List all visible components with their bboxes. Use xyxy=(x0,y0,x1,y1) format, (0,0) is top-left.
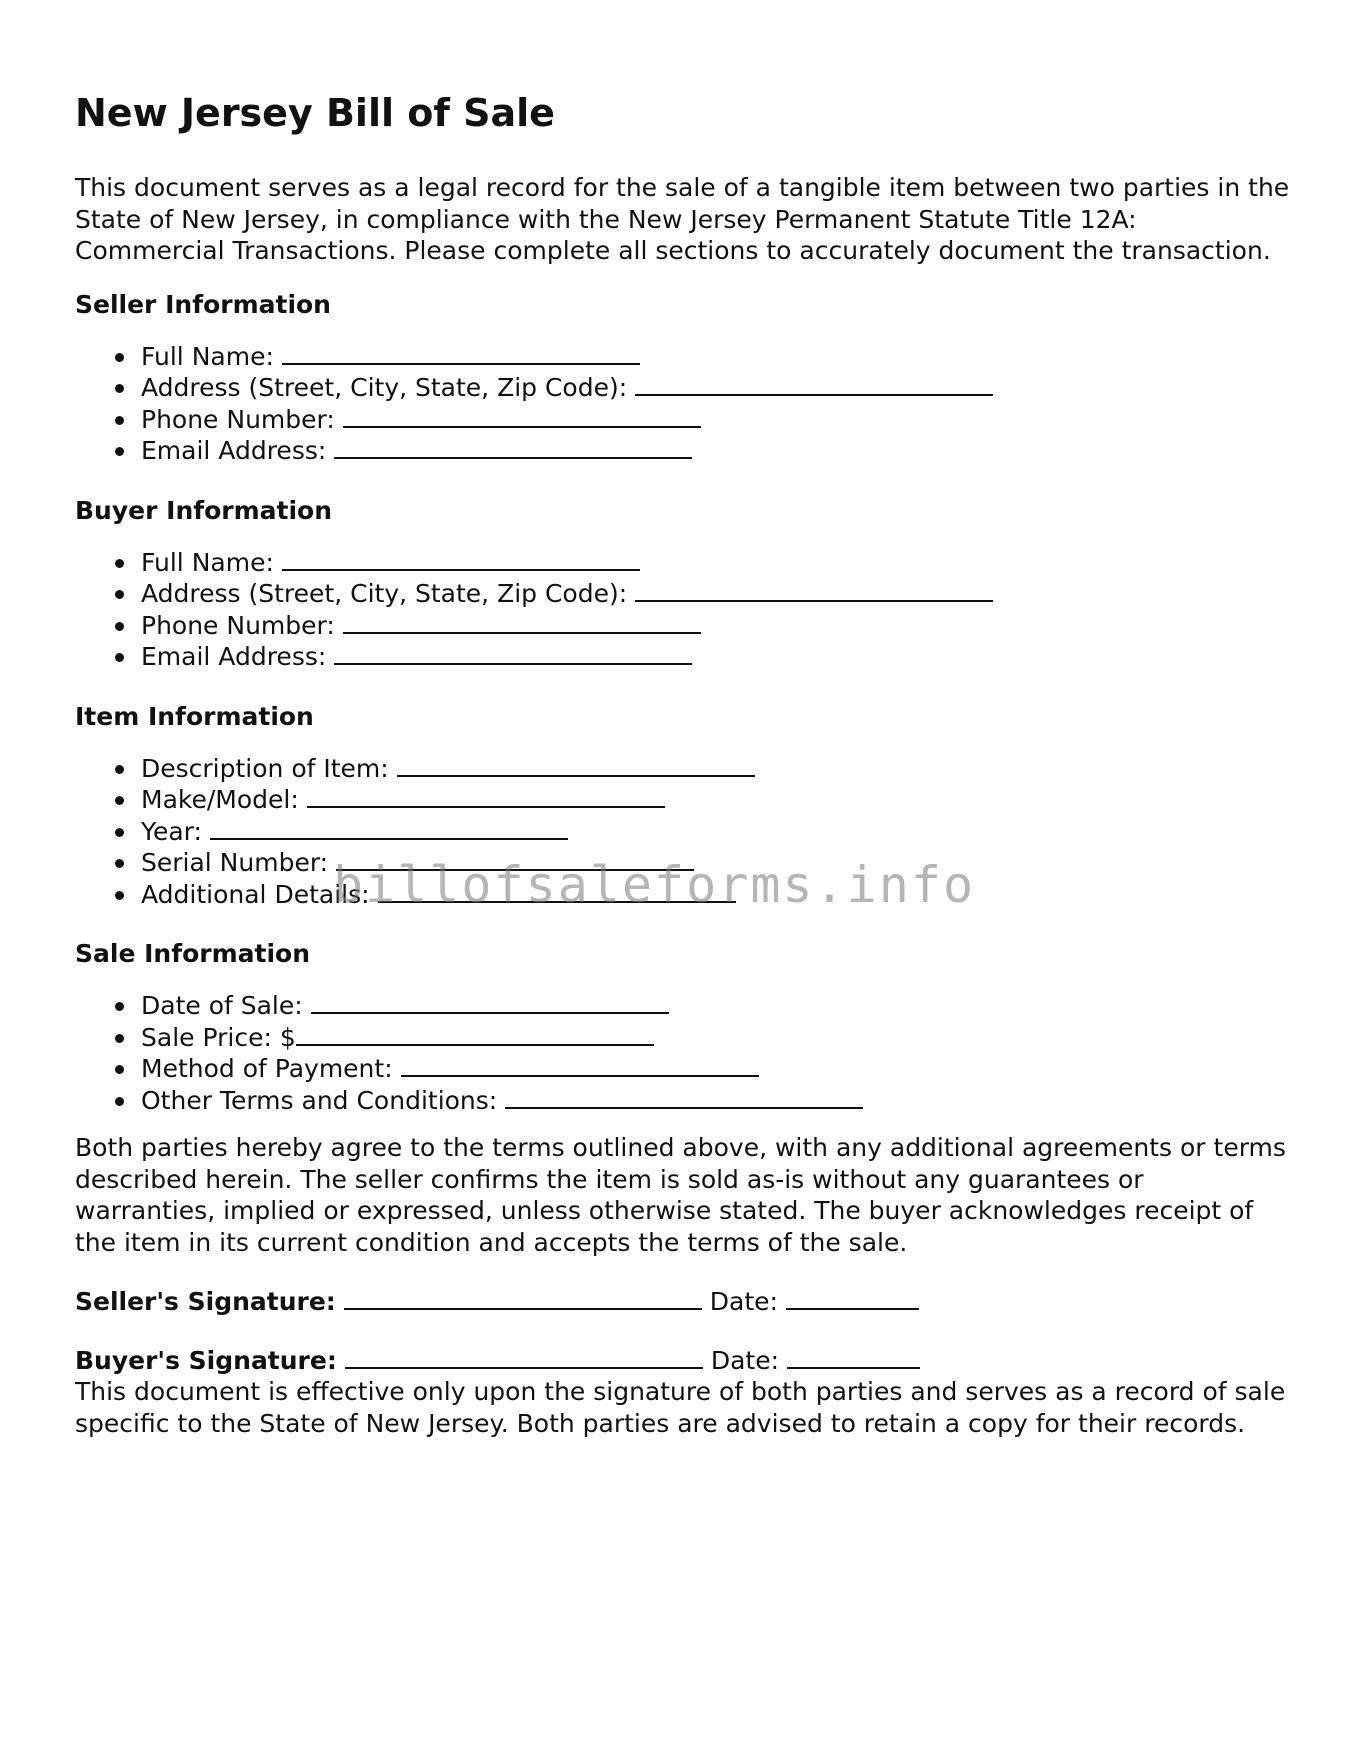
list-item xyxy=(141,1022,1290,1054)
list-item xyxy=(141,372,1290,404)
other-terms-field[interactable] xyxy=(505,1085,863,1109)
seller-date-field[interactable] xyxy=(786,1286,919,1310)
buyer-full-name-label: Full Name: xyxy=(141,547,274,577)
list-item xyxy=(141,1053,1290,1085)
buyer-address-label: Address (Street, City, State, Zip Code): xyxy=(141,579,628,608)
seller-email-label: Email Address: xyxy=(141,436,327,465)
item-year-label: Year: xyxy=(141,816,202,846)
item-section-heading: Item Information xyxy=(75,701,314,731)
list-item xyxy=(141,753,1290,785)
seller-phone-field[interactable] xyxy=(343,404,701,428)
seller-phone-label: Phone Number: xyxy=(141,404,335,434)
list-item xyxy=(141,784,1290,816)
item-fields-list xyxy=(75,753,1290,911)
buyer-email-field[interactable] xyxy=(334,641,692,665)
item-make-model-label: Make/Model: xyxy=(141,785,299,814)
agreement-paragraph: Both parties hereby agree to the terms outlined above, with any additional agreements or terms described herein. The seller confirms the item is sold as-is without any guarantees or warranties, implied or expressed, unless otherwise stated. The buyer acknowledges receipt of the item in its current condition and accepts the terms of the sale. xyxy=(75,1133,1286,1257)
buyer-signature-row xyxy=(75,1345,1290,1376)
list-item xyxy=(141,610,1290,642)
item-serial-field[interactable] xyxy=(336,847,694,871)
sale-fields-list xyxy=(75,990,1290,1116)
sale-price-label: Sale Price: $ xyxy=(141,1022,296,1052)
sale-date-label: Date of Sale: xyxy=(141,991,303,1020)
watermark-text: billofsaleforms.info xyxy=(333,856,976,914)
payment-method-field[interactable] xyxy=(401,1053,759,1077)
payment-method-label: Method of Payment: xyxy=(141,1054,393,1083)
buyer-phone-label: Phone Number: xyxy=(141,610,335,640)
seller-fields-list xyxy=(75,341,1290,467)
item-description-field[interactable] xyxy=(397,753,755,777)
closing-paragraph: This document is effective only upon the signature of both parties and serves as a record of sale specific to the State of New Jersey. Both parties are advised to retain a copy for their records. xyxy=(75,1377,1286,1438)
list-item xyxy=(141,578,1290,610)
list-item xyxy=(141,990,1290,1022)
sale-price-field[interactable] xyxy=(296,1022,654,1046)
list-item xyxy=(141,547,1290,579)
list-item xyxy=(141,404,1290,436)
seller-signature-label: Seller's Signature: xyxy=(75,1287,336,1316)
list-item xyxy=(141,435,1290,467)
buyer-email-label: Email Address: xyxy=(141,642,327,671)
seller-date-label: Date: xyxy=(709,1287,778,1316)
item-description-label: Description of Item: xyxy=(141,753,389,783)
list-item xyxy=(141,341,1290,373)
seller-signature-field[interactable] xyxy=(344,1286,702,1310)
seller-section-heading: Seller Information xyxy=(75,289,331,319)
document-title: New Jersey Bill of Sale xyxy=(75,91,555,135)
seller-email-field[interactable] xyxy=(334,435,692,459)
buyer-signature-label: Buyer's Signature: xyxy=(75,1346,337,1375)
list-item xyxy=(141,1085,1290,1117)
buyer-date-label: Date: xyxy=(710,1346,780,1375)
other-terms-label: Other Terms and Conditions: xyxy=(141,1085,498,1115)
buyer-address-field[interactable] xyxy=(635,578,993,602)
buyer-section-heading: Buyer Information xyxy=(75,495,333,525)
seller-full-name-field[interactable] xyxy=(282,341,640,365)
intro-paragraph: This document serves as a legal record for the sale of a tangible item between two parties in the State of New Jersey, in compliance with the New Jersey Permanent Statute Title 12A: Commercial Transactions. Please complete all sections to accurately document the transaction. xyxy=(75,173,1290,265)
item-additional-details-label: Additional Details: xyxy=(141,879,370,909)
seller-signature-row xyxy=(75,1286,1290,1317)
sale-section-heading: Sale Information xyxy=(75,939,310,968)
buyer-full-name-field[interactable] xyxy=(282,547,640,571)
bill-of-sale-document xyxy=(75,90,1290,1461)
buyer-date-field[interactable] xyxy=(787,1345,920,1369)
buyer-signature-field[interactable] xyxy=(345,1345,703,1369)
list-item xyxy=(141,879,1290,911)
item-additional-details-field[interactable] xyxy=(378,879,736,903)
seller-address-label: Address (Street, City, State, Zip Code): xyxy=(141,373,628,402)
item-year-field[interactable] xyxy=(210,816,568,840)
seller-address-field[interactable] xyxy=(635,372,993,396)
item-serial-label: Serial Number: xyxy=(141,848,329,877)
list-item xyxy=(141,816,1290,848)
buyer-fields-list xyxy=(75,547,1290,673)
item-make-model-field[interactable] xyxy=(307,784,665,808)
seller-full-name-label: Full Name: xyxy=(141,341,274,371)
list-item xyxy=(141,641,1290,673)
list-item xyxy=(141,847,1290,879)
sale-date-field[interactable] xyxy=(311,990,669,1014)
buyer-phone-field[interactable] xyxy=(343,610,701,634)
